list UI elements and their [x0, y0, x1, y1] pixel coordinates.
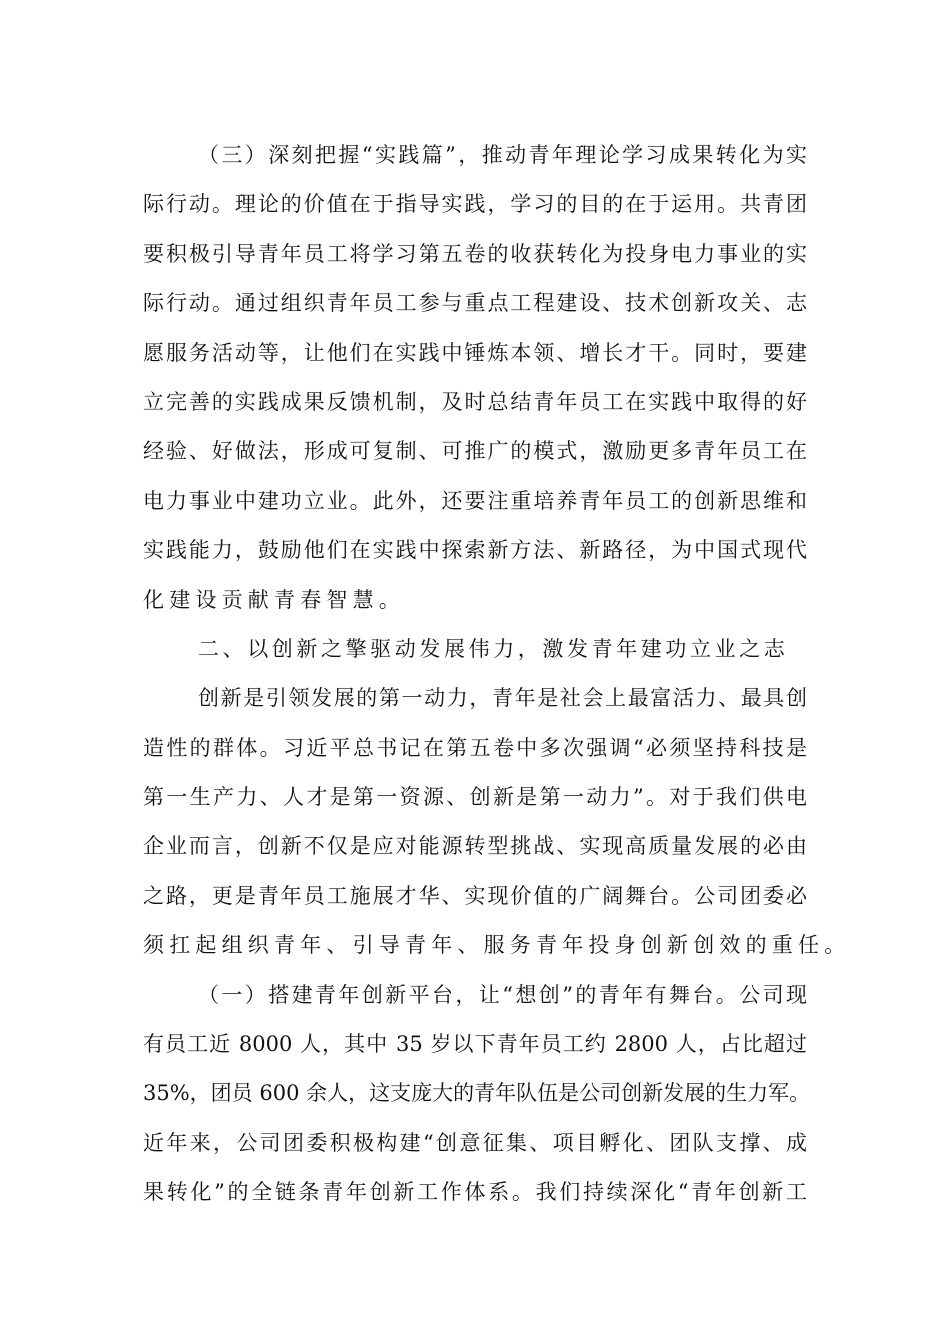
text-line: 35%，团员 600 余人，这支庞大的青年队伍是公司创新发展的生力军。	[143, 1081, 811, 1106]
text-line: 企业而言，创新不仅是应对能源转型挑战、实现高质量发展的必由	[143, 834, 807, 859]
document-page	[143, 136, 851, 1223]
text-line: （一）搭建青年创新平台，让“想创”的青年有舞台。公司现	[198, 982, 807, 1007]
text-line: 际行动。理论的价值在于指导实践，学习的目的在于运用。共青团	[143, 192, 807, 217]
text-line: 化建设贡献青春智慧。	[143, 587, 405, 612]
text-line: 第一生产力、人才是第一资源、创新是第一动力”。对于我们供电	[143, 785, 807, 810]
heading-line: 二、以创新之擎驱动发展伟力，激发青年建功立业之志	[198, 636, 789, 661]
section-heading-innovation	[143, 630, 807, 679]
text-line: 果转化”的全链条青年创新工作体系。我们持续深化“青年创新工	[143, 1180, 807, 1205]
text-line: 愿服务活动等，让他们在实践中锤炼本领、增长才干。同时，要建	[143, 340, 807, 365]
text-line: 有员工近 8000 人，其中 35 岁以下青年员工约 2800 人，占比超过	[143, 1032, 807, 1057]
text-line: 要积极引导青年员工将学习第五卷的收获转化为投身电力事业的实	[143, 241, 807, 266]
text-line: 实践能力，鼓励他们在实践中探索新方法、新路径，为中国式现代	[143, 538, 807, 563]
text-line: 际行动。通过组织青年员工参与重点工程建设、技术创新攻关、志	[143, 291, 807, 316]
text-line: 须扛起组织青年、引导青年、服务青年投身创新创效的重任。	[143, 933, 851, 958]
text-line: 电力事业中建功立业。此外，还要注重培养青年员工的创新思维和	[143, 488, 807, 513]
text-line: 近年来，公司团委积极构建“创意征集、项目孵化、团队支撑、成	[143, 1130, 807, 1155]
paragraph-innovation-platform	[143, 976, 811, 1223]
text-line: 之路，更是青年员工施展才华、实现价值的广阔舞台。公司团委必	[143, 883, 807, 908]
text-line: 立完善的实践成果反馈机制，及时总结青年员工在实践中取得的好	[143, 389, 807, 414]
text-line: （三）深刻把握“实践篇”，推动青年理论学习成果转化为实	[198, 143, 807, 167]
paragraph-innovation-intro	[143, 679, 851, 975]
paragraph-practice-section	[143, 136, 807, 630]
text-line: 创新是引领发展的第一动力，青年是社会上最富活力、最具创	[198, 686, 807, 711]
text-line: 经验、好做法，形成可复制、可推广的模式，激励更多青年员工在	[143, 439, 807, 464]
text-line: 造性的群体。习近平总书记在第五卷中多次强调“必须坚持科技是	[143, 735, 807, 760]
